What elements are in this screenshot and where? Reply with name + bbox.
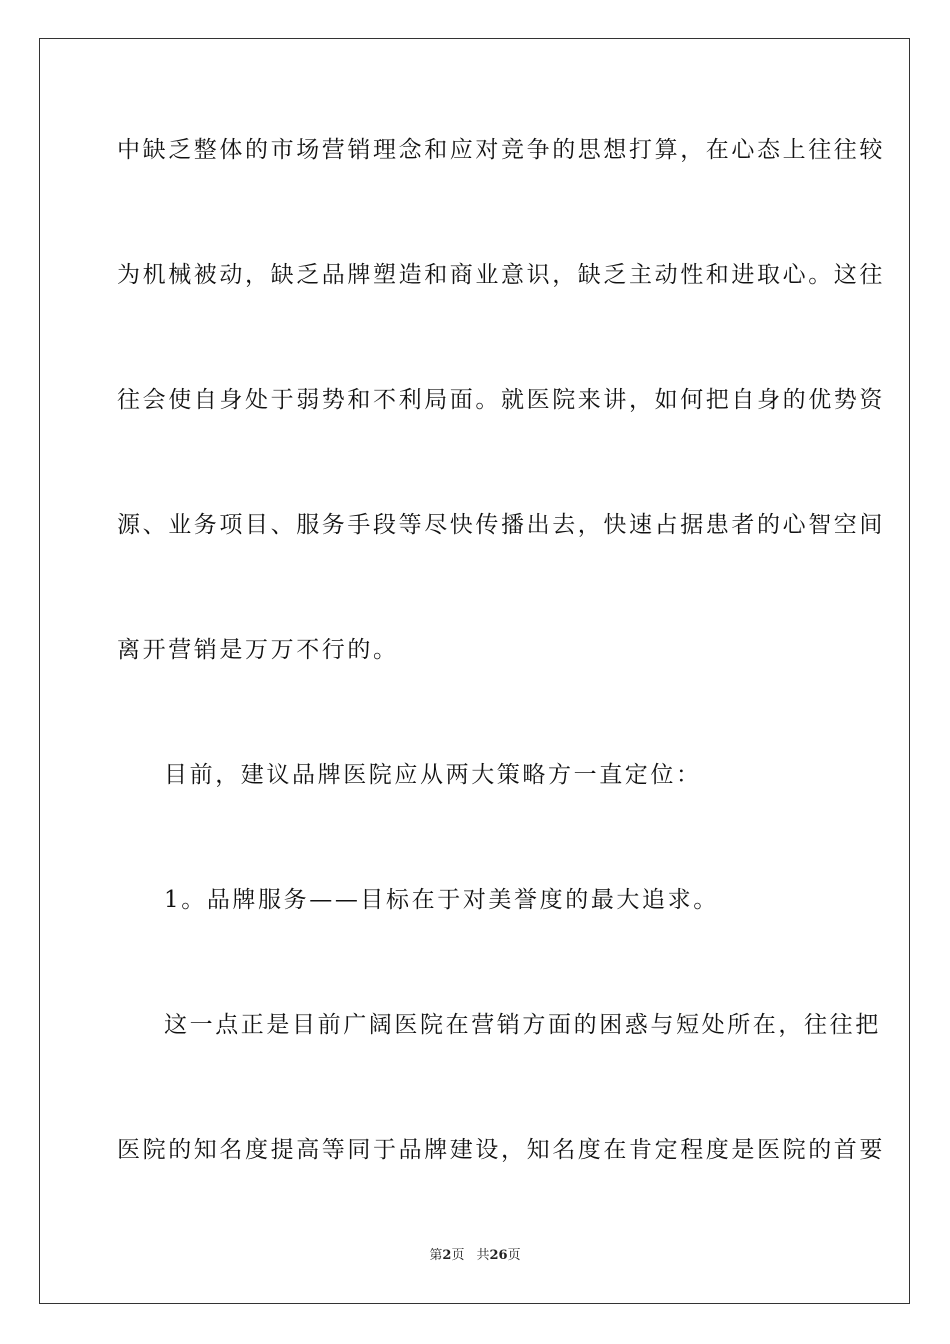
list-item-heading: 1。品牌服务——目标在于对美誉度的最大追求。 <box>164 887 719 913</box>
paragraph-line: 目前，建议品牌医院应从两大策略方一直定位： <box>164 762 702 788</box>
page-footer <box>0 1247 950 1265</box>
paragraph-line: 源、业务项目、服务手段等尽快传播出去，快速占据患者的心智空间 <box>117 512 885 538</box>
footer-total-suffix: 页 <box>507 1248 521 1263</box>
footer-total-pages: 26 <box>489 1248 508 1263</box>
footer-page-suffix: 页 <box>451 1248 465 1263</box>
paragraph-line: 离开营销是万万不行的。 <box>117 637 399 663</box>
footer-page-number: 2 <box>442 1248 452 1263</box>
footer-total-prefix: 共 <box>476 1248 490 1263</box>
paragraph-line: 医院的知名度提高等同于品牌建设，知名度在肯定程度是医院的首要 <box>117 1137 885 1163</box>
paragraph-line: 为机械被动，缺乏品牌塑造和商业意识，缺乏主动性和进取心。这往 <box>117 262 885 288</box>
page-border <box>39 38 910 1304</box>
paragraph-line: 中缺乏整体的市场营销理念和应对竞争的思想打算，在心态上往往较 <box>117 137 885 163</box>
paragraph-line: 往会使自身处于弱势和不利局面。就医院来讲，如何把自身的优势资 <box>117 387 885 413</box>
footer-page-prefix: 第 <box>429 1248 443 1263</box>
paragraph-line: 这一点正是目前广阔医院在营销方面的困惑与短处所在，往往把 <box>164 1012 881 1038</box>
